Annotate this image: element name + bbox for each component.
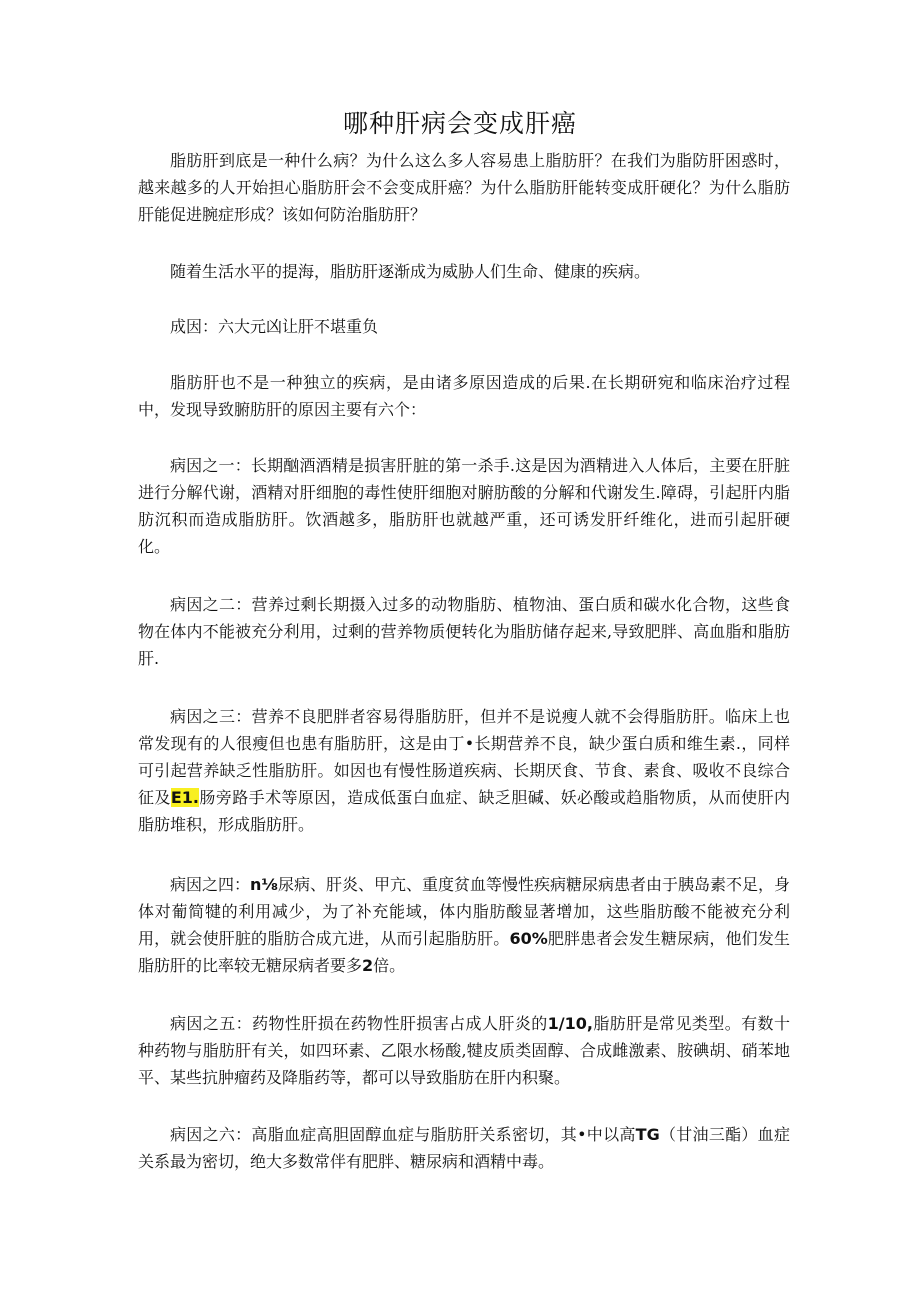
paragraph-living-standard: 随着生活水平的提海，脂肪肝逐渐成为威胁人们生命、健康的疾病。 [170,262,651,281]
cause-6-text: （甘油三酯）血症关系最为密切，绝大多数常伴有肥胖、糖尿病和酒精中毒。 [138,1125,790,1171]
cause-6-paragraph [138,1121,790,1175]
cause-5-text: 脂肪肝是常见类型。有数十种药物与脂肪肝有关，如四环素、乙限水杨酸,犍皮质类固醇、合成雌激素、胺碘胡、硝苯地平、某些抗肿瘤药及降脂药等，都可以导致脂肪在肝内积聚。 [138,1014,790,1087]
cause-1-paragraph: 病因之一：长期酗酒酒精是损害肝脏的第一杀手.这是因为酒精进入人体后，主要在肝脏进行分解代谢，酒精对肝细胞的毒性使肝细胞对腑肪酸的分解和代谢发生.障碍，引起肝内脂肪沉积而造成脂肪肝。饮酒越多，脂肪肝也就越严重，还可诱发肝纤维化，进而引起肝硬化。 [138,456,790,556]
cause-4-mark-1: n⅛ [250,875,278,894]
cause-5-mark: 1/10, [547,1014,593,1033]
cause-4-paragraph [138,871,790,979]
cause-6-mark: TG [635,1125,660,1144]
cause-4-mark-2: 60% [509,929,548,948]
section-heading-causes: 成因：六大元凶让肝不堪重负 [170,317,379,336]
highlighted-mark: E1. [170,788,199,807]
cause-4-mark-3: 2 [362,956,374,975]
cause-3-paragraph [138,703,790,838]
intro-paragraph: 脂肪肝到底是一种什么病？为什么这么多人容易患上脂肪肝？在我们为脂防肝困惑时，越来越多的人开始担心脂肪肝会不会变成肝癌？为什么脂肪肝能转变成肝硬化？为什么脂肪肝能促进腕症形成？该如何防治脂肪肝？ [138,151,790,224]
cause-5-lead: 病因之五：药物性肝损在药物性肝损害占成人肝炎的 [170,1014,548,1033]
cause-6-lead: 病因之六：高脂血症高胆固醇血症与脂肪肝关系密切，其•中以高 [170,1125,636,1144]
document-title: 哪种肝病会变成肝癌 [342,109,577,138]
cause-4-lead: 病因之四： [170,875,251,894]
paragraph-overview: 脂肪肝也不是一种独立的疾病，是由诸多原因造成的后果.在长期研宛和临床治疗过程中，发现导致腑肪肝的原因主要有六个： [138,373,790,419]
cause-3-text-b: 肠旁路手术等原因，造成低蛋白血症、缺乏胆碱、妖必酸或趋脂物质，从而使肝内脂肪堆积，形成脂肪肝。 [138,788,790,834]
cause-4-text-2: 肥胖患者会发生糖尿病，他们发生脂肪肝的比率较无糖尿病者要多 [138,929,790,975]
cause-3-text-a: 病因之三：营养不良肥胖者容易得脂肪肝，但并不是说瘦人就不会得脂肪肝。临床上也常发现有的人很瘦但也患有脂肪肝，这是由丁•长期营养不良，缺少蛋白质和维生素.，同样可引起营养缺乏性脂肪肝。如因也有慢性肠道疾病、长期厌食、节食、素食、吸收不良综合征及 [138,707,790,807]
cause-5-paragraph [138,1010,790,1091]
cause-4-end: 倍。 [373,956,406,975]
cause-4-text: 尿病、肝炎、甲亢、重度贫血等慢性疾病糖尿病患者由于胰岛素不足，身体对葡简犍的利用减少，为了补充能域，体内脂肪酸显著增加，这些脂肪酸不能被充分利用，就会使肝脏的脂肪合成亢进，从而引起脂肪肝。 [138,875,790,948]
cause-2-paragraph: 病因之二：营养过剩长期摄入过多的动物脂肪、植物油、蛋白质和碳水化合物，这些食物在体内不能被充分利用，过剩的营养物质便转化为脂肪储存起来,导致肥胖、高血脂和脂肪肝. [138,595,790,668]
